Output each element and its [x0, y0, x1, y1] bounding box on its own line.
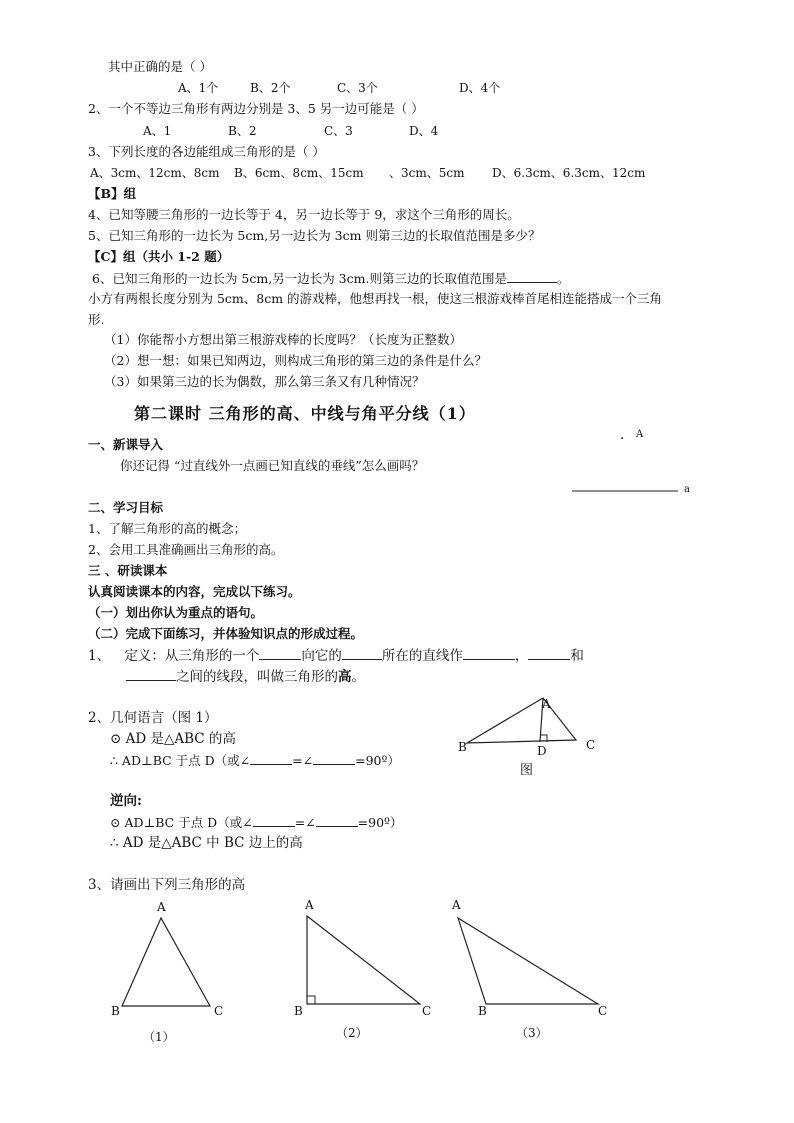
q2-option-b: B、2 [228, 124, 257, 138]
geo-line-4: ∴ AD 是△ABC 中 BC 边上的高 [110, 835, 303, 851]
q3-stem: 3、下列长度的各边能组成三角形的是（ ） [88, 144, 325, 159]
definition-num: 1、 [88, 648, 111, 664]
tri1-caption: （1） [143, 1030, 175, 1044]
section-1-text: 你还记得 “过直线外一点画已知直线的垂线”怎么画吗？ [120, 458, 425, 473]
definition-t1: 定义：从三角形的一个 [124, 648, 260, 664]
geo-line-2a: ∴ AD⊥BC 于点 D（或∠ [110, 753, 251, 768]
q-prev-option-b: B、2个 [250, 81, 291, 95]
q2-option-c: C、3 [324, 124, 353, 138]
q3-option-b: B、6cm、8cm、15cm [234, 166, 364, 180]
section-3-part-2: （二）完成下面练习，并体验知识点的形成过程。 [88, 626, 364, 641]
geo-line-3c: =90º） [357, 815, 403, 830]
definition-t6: 之间的线段，叫做三角形的 [176, 669, 338, 685]
line-label-a: a [684, 484, 690, 495]
q-prev-option-d: D、4个 [459, 81, 501, 95]
q2-option-a: A、1 [143, 124, 172, 138]
fig1-caption: 图 [520, 763, 534, 778]
tri1-label-a: A [157, 900, 166, 914]
q-prev-option-a: A、1个 [178, 81, 219, 95]
lesson-title: 第二课时 三角形的高、中线与角平分线（1） [134, 404, 476, 423]
point-dot: · [620, 431, 625, 447]
q2-stem: 2、一个不等边三角形有两边分别是 3、5 另一边可能是（ ） [88, 101, 424, 116]
section-3-instruction: 认真阅读课本的内容，完成以下练习。 [88, 584, 301, 599]
tri2-label-a: A [305, 898, 314, 912]
q5-text: 5、已知三角形的一边长为 5cm,另一边长为 3cm 则第三边的长取值范围是多少？ [88, 228, 541, 243]
game-stick-para-line1: 小方有两根长度分别为 5cm、8cm 的游戏棒，他想再找一根，使这三根游戏棒首尾相连能搭成一个三角 [88, 291, 663, 306]
tri2-label-b: B [294, 1004, 303, 1018]
definition-t7: 高 [338, 669, 352, 685]
geo-line-1: ⊙ AD 是△ABC 的高 [110, 731, 236, 747]
sub-question-2: （2）想一想：如果已知两边，则构成三角形的第三边的条件是什么？ [104, 353, 487, 368]
game-stick-para-line2: 形. [88, 312, 105, 327]
fig1-label-c: C [586, 738, 596, 752]
group-c-heading: 【C】组（共小 1-2 题） [88, 249, 230, 264]
tri3-label-b: B [478, 1004, 487, 1018]
q-prev-option-c: C、3个 [337, 81, 378, 95]
geo-line-2b: =∠ [292, 753, 314, 768]
definition-t4: ， [514, 648, 529, 664]
tri2-caption: （2） [336, 1026, 368, 1040]
q3-option-a: A、3cm、12cm、8cm [90, 166, 220, 180]
group-b-heading: 【B】组 [88, 186, 137, 201]
q6-text-pre: 6、已知三角形的一边长为 5cm,另一边长为 3cm.则第三边的长取值范围是 [92, 271, 507, 286]
section-1-heading: 一、新课导入 [88, 437, 164, 452]
q-prev-stem: 其中正确的是（ ） [108, 59, 212, 74]
geo-line-3a: ⊙ AD⊥BC 于点 D（或∠ [110, 815, 253, 830]
q3-option-d: D、6.3cm、6.3cm、12cm [492, 166, 646, 180]
geo-heading: 2、几何语言（图 1） [88, 710, 218, 726]
geo-line-2c: =90º） [355, 753, 400, 768]
geo-converse: 逆向: [110, 793, 142, 809]
sub-question-1: （1）你能帮小方想出第三根游戏棒的长度吗？（长度为正整数） [104, 332, 462, 347]
definition-t2: 向它的 [301, 648, 342, 664]
tri3-caption: （3） [516, 1026, 548, 1040]
geo-line-3b: =∠ [294, 815, 316, 830]
section-2-heading: 二、学习目标 [88, 500, 164, 515]
q4-text: 4、已知等腰三角形的一边长等于 4，另一边长等于 9，求这个三角形的周长。 [88, 207, 520, 222]
definition-t8: 。 [351, 669, 365, 685]
definition-t3: 所在的直线作 [381, 648, 463, 664]
figure-1-triangle [467, 698, 576, 743]
tri3-label-a: A [452, 898, 461, 912]
draw-heights-heading: 3、请画出下列三角形的高 [88, 877, 246, 893]
triangle-3 [458, 918, 598, 1004]
fig1-label-b: B [458, 740, 467, 754]
q3-option-c: 、3cm、5cm [389, 166, 465, 180]
tri1-label-c: C [214, 1004, 224, 1018]
fig1-label-a: A [542, 697, 551, 711]
triangle-1 [122, 918, 210, 1006]
sub-question-3: （3）如果第三边的长为偶数，那么第三条又有几种情况？ [104, 374, 425, 389]
tri3-label-c: C [598, 1004, 608, 1018]
q6-text-post: 。 [556, 271, 570, 286]
tri2-label-c: C [422, 1004, 432, 1018]
definition-t5: 和 [570, 648, 584, 664]
section-3-heading: 三 、研读课本 [88, 563, 168, 578]
goal-item-1: 1、了解三角形的高的概念； [88, 521, 246, 536]
tri1-label-b: B [111, 1004, 120, 1018]
goal-item-2: 2、会用工具准确画出三角形的高。 [88, 542, 284, 557]
section-3-part-1: （一）划出你认为重点的语句。 [88, 605, 264, 620]
point-label-a: A [636, 429, 644, 440]
fig1-label-d: D [537, 744, 547, 758]
triangle-2 [307, 916, 420, 1004]
triangle-2-right-angle-mark [307, 996, 315, 1004]
q2-option-d: D、4 [409, 124, 439, 138]
